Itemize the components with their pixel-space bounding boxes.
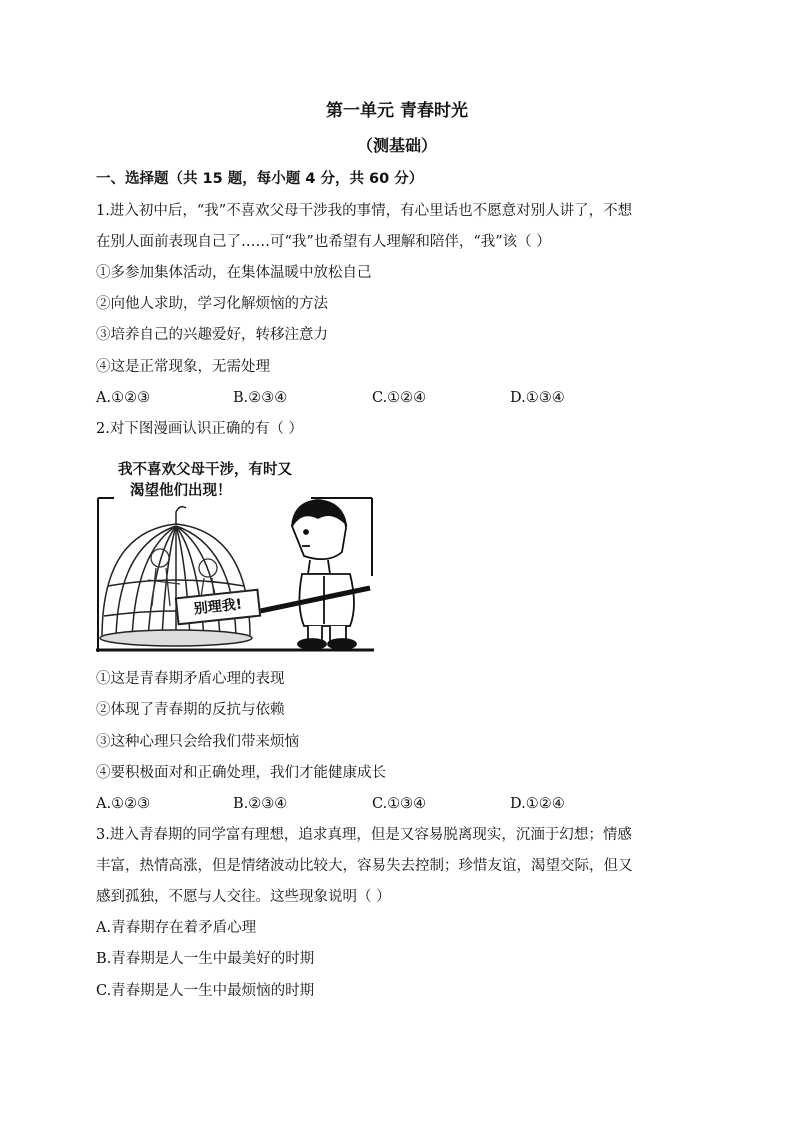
cartoon-caption-line-2: 渴望他们出现！ (130, 483, 232, 499)
page-title: 第一单元 青春时光 (326, 101, 468, 121)
q2-option-b: B.②③④ (233, 796, 288, 812)
q1-item-1: ①多参加集体活动，在集体温暖中放松自己 (96, 265, 372, 281)
q1-option-d: D.①③④ (510, 390, 565, 406)
page-subtitle: （测基础） (356, 136, 437, 155)
q1-item-2: ②向他人求助，学习化解烦恼的方法 (96, 296, 328, 312)
q1-item-3: ③培养自己的兴趣爱好，转移注意力 (96, 327, 328, 343)
q3-option-a: A.青春期存在着矛盾心理 (96, 920, 257, 936)
q1-option-c: C.①②④ (372, 390, 427, 406)
q2-option-a: A.①②③ (96, 796, 151, 812)
sign-board: 别理我! (175, 589, 261, 626)
boy-figure (292, 500, 356, 649)
birdcage-shape (100, 507, 252, 646)
q3-stem-line-2: 丰富，热情高涨，但是情绪波动比较大，容易失去控制；珍惜友谊，渴望交际，但又 (96, 858, 633, 874)
q3-stem-line-3: 感到孤独，不愿与人交往。这些现象说明（ ） (96, 889, 391, 905)
section-heading: 一、选择题（共 15 题，每小题 4 分，共 60 分） (96, 171, 424, 187)
q2-item-2: ②体现了青春期的反抗与依赖 (96, 702, 285, 718)
q2-option-d: D.①②④ (510, 796, 565, 812)
q2-item-3: ③这种心理只会给我们带来烦恼 (96, 734, 299, 750)
q3-option-b: B.青春期是人一生中最美好的时期 (96, 951, 315, 967)
cartoon-image (96, 456, 374, 652)
q2-item-4: ④要积极面对和正确处理，我们才能健康成长 (96, 765, 386, 781)
q2-option-c: C.①③④ (372, 796, 427, 812)
q1-stem-line-2: 在别人面前表现自己了……可“我”也希望有人理解和陪伴，“我”该（ ） (96, 234, 551, 250)
q1-option-b: B.②③④ (233, 390, 288, 406)
cartoon-caption-line-1: 我不喜欢父母干涉，有时又 (118, 462, 292, 478)
cartoon-drawing (96, 456, 374, 652)
q2-item-1: ①这是青春期矛盾心理的表现 (96, 671, 285, 687)
q2-stem: 2.对下图漫画认识正确的有（ ） (96, 421, 303, 437)
q1-item-4: ④这是正常现象，无需处理 (96, 359, 270, 375)
q1-option-a: A.①②③ (96, 390, 151, 406)
q3-stem-line-1: 3.进入青春期的同学富有理想，追求真理，但是又容易脱离现实，沉湎于幻想；情感 (96, 827, 632, 843)
q3-option-c: C.青春期是人一生中最烦恼的时期 (96, 983, 315, 999)
q1-stem-line-1: 1.进入初中后，“我”不喜欢父母干涉我的事情，有心里话也不愿意对别人讲了，不想 (96, 203, 633, 219)
